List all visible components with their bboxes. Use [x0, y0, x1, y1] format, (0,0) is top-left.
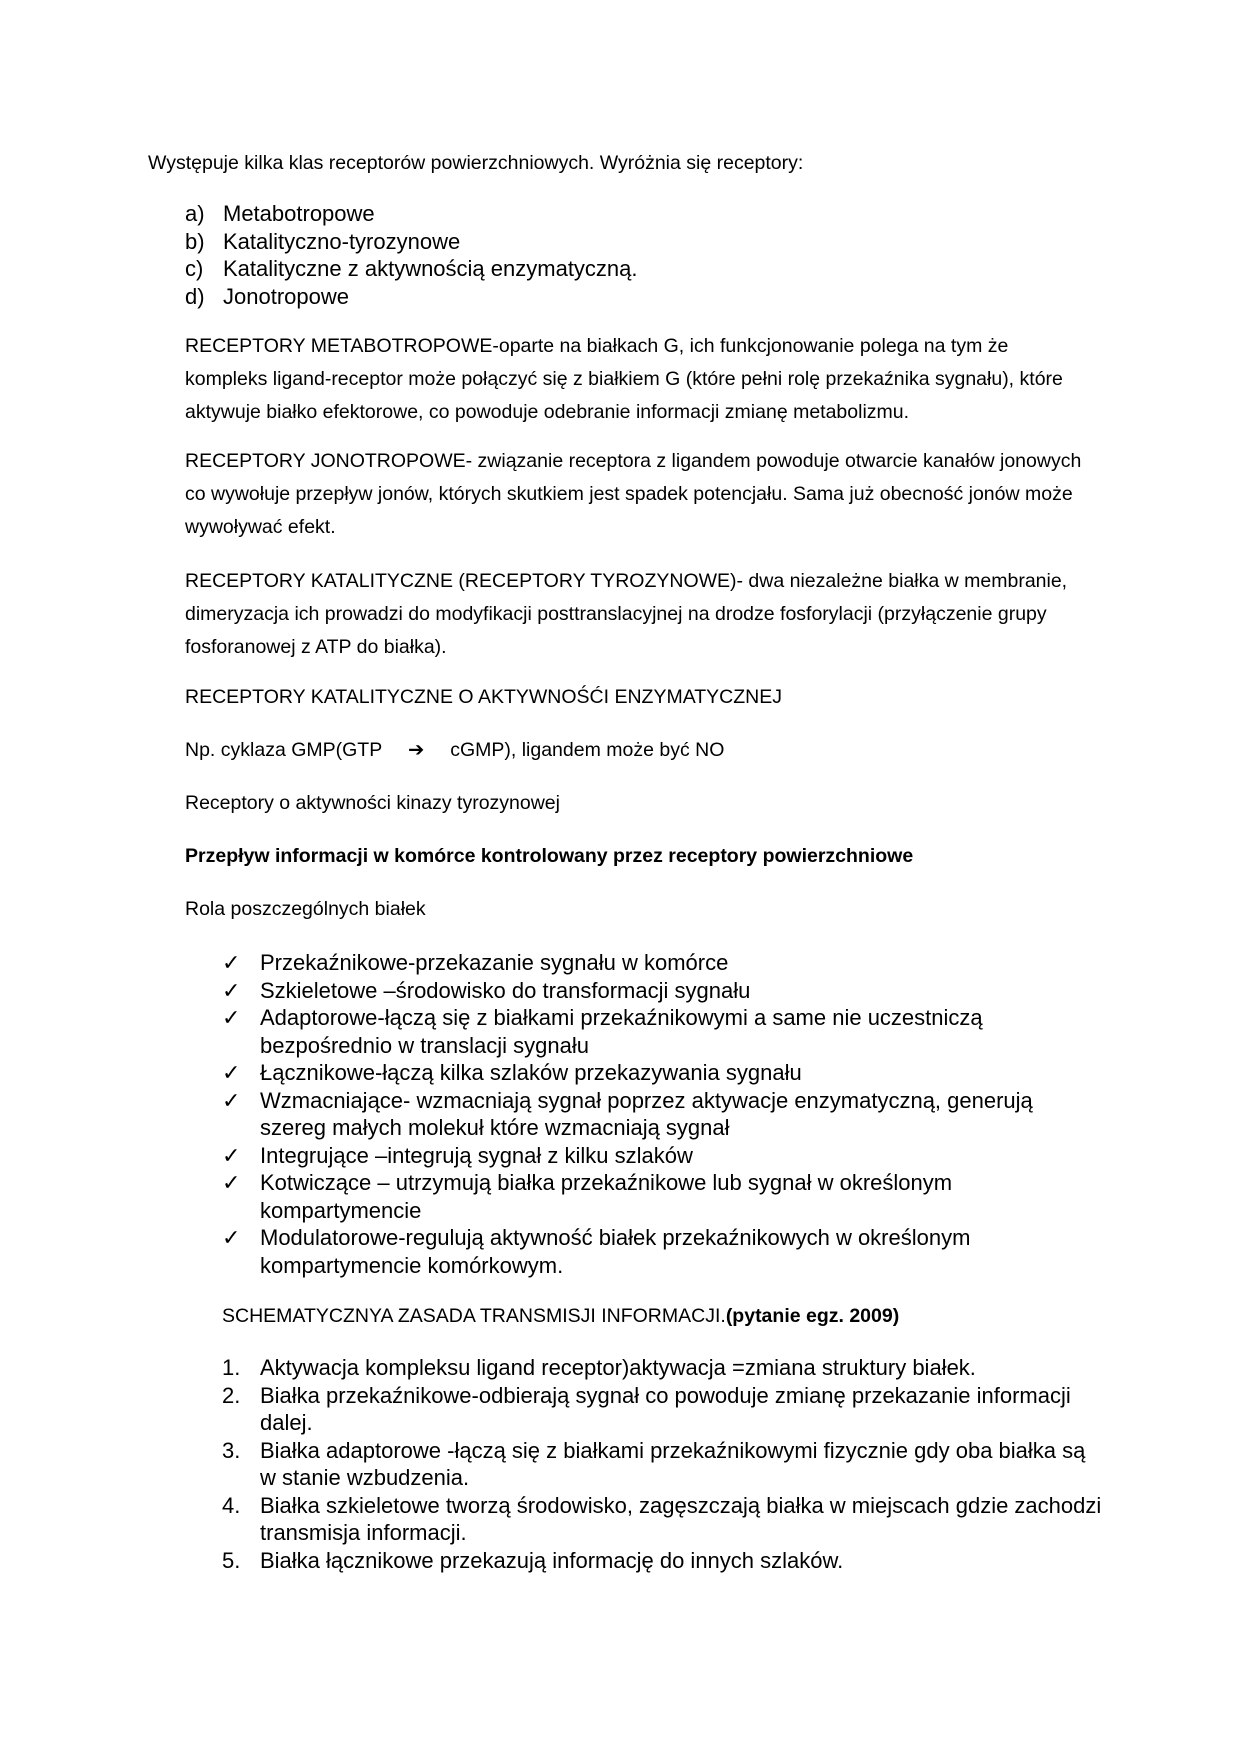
check-icon: ✓	[222, 1060, 241, 1085]
list-text: Białka adaptorowe -łączą się z białkami przekaźnikowymi fizycznie gdy oba białka są w stanie wzbudzenia.	[260, 1437, 1086, 1490]
arrow-right-icon: ➔	[408, 739, 425, 761]
list-item	[222, 1142, 1102, 1170]
check-icon: ✓	[222, 1142, 241, 1168]
list-marker: 2.	[222, 1382, 241, 1408]
list-marker: b)	[185, 228, 205, 254]
list-item	[222, 1547, 1102, 1575]
list-marker: a)	[185, 201, 205, 226]
list-text: Jonotropowe	[223, 283, 349, 309]
list-item	[185, 283, 638, 311]
check-icon: ✓	[222, 1087, 241, 1113]
check-icon: ✓	[222, 1225, 241, 1250]
list-item	[222, 1354, 1102, 1382]
list-item	[222, 1169, 1102, 1224]
list-item	[222, 1087, 1102, 1142]
list-text: Aktywacja kompleksu ligand receptor)aktywacja =zmiana struktury białek.	[260, 1355, 976, 1380]
list-text: Białka szkieletowe tworzą środowisko, zagęszczają białka w miejscach gdzie zachodzi transmisja informacji.	[260, 1492, 1102, 1545]
list-text: Szkieletowe –środowisko do transformacji sygnału	[260, 977, 751, 1003]
schema-note: (pytanie egz. 2009)	[725, 1305, 900, 1327]
list-text: Metabotropowe	[223, 201, 375, 226]
list-text: Katalityczne z aktywnością enzymatyczną.	[223, 256, 638, 281]
example-line	[185, 734, 1085, 767]
list-text: Przekaźnikowe-przekazanie sygnału w komórce	[260, 950, 729, 975]
transmission-steps-list	[222, 1354, 1102, 1574]
list-text: Katalityczno-tyrozynowe	[223, 228, 461, 254]
paragraph-metabotropowe: RECEPTORY METABOTROPOWE-oparte na białkach G, ich funkcjonowanie polega na tym że kompleks ligand-receptor może połączyć się z białkiem G (które pełni rolę przekaźnika sygnału), które aktywuje białko efektorowe, co powoduje odebranie informacji zmianę metabolizmu.	[185, 335, 1063, 423]
list-marker: 5.	[222, 1547, 241, 1573]
check-icon: ✓	[222, 1170, 241, 1195]
list-item	[222, 1224, 1102, 1279]
role-checklist	[222, 949, 1102, 1279]
section-heading: Przepływ informacji w komórce kontrolowany przez receptory powierzchniowe	[185, 845, 914, 867]
list-item	[222, 1492, 1102, 1547]
check-icon: ✓	[222, 950, 241, 975]
list-marker: c)	[185, 256, 204, 281]
schema-heading	[222, 1300, 1102, 1333]
list-text: Adaptorowe-łączą się z białkami przekaźnikowymi a same nie uczestniczą bezpośrednio w translacji sygnału	[260, 1005, 983, 1058]
list-text: Modulatorowe-regulują aktywność białek przekaźnikowych w określonym kompartymencie komórkowym.	[260, 1225, 971, 1278]
list-item	[222, 977, 1102, 1005]
list-text: Wzmacniające- wzmacniają sygnał poprzez aktywacje enzymatyczną, generują szereg małych molekuł które wzmacniają sygnał	[260, 1087, 1033, 1140]
list-marker: 3.	[222, 1437, 241, 1463]
list-marker: 4.	[222, 1492, 241, 1518]
list-text: Białka przekaźnikowe-odbierają sygnał co powoduje zmianę przekazanie informacji dalej.	[260, 1382, 1071, 1435]
list-text: Integrujące –integrują sygnał z kilku szlaków	[260, 1142, 693, 1168]
list-text: Łącznikowe-łączą kilka szlaków przekazywania sygnału	[260, 1060, 802, 1085]
schema-title: SCHEMATYCZNYA ZASADA TRANSMISJI INFORMACJI.	[222, 1305, 726, 1327]
example-left: Np. cyklaza GMP(GTP	[185, 739, 383, 761]
paragraph-enzymatyczne: RECEPTORY KATALITYCZNE O AKTYWNOŚĆI ENZYMATYCZNEJ	[185, 686, 783, 708]
paragraph-rola: Rola poszczególnych białek	[185, 898, 426, 920]
paragraph-katalityczne: RECEPTORY KATALITYCZNE (RECEPTORY TYROZYNOWE)- dwa niezależne białka w membranie, dimeryzacja ich prowadzi do modyfikacji posttranslacyjnej na drodze fosforylacji (przyłączenie grupy fosforanowej z ATP do białka).	[185, 570, 1068, 658]
list-text: Białka łącznikowe przekazują informację do innych szlaków.	[260, 1547, 844, 1573]
check-icon: ✓	[222, 977, 241, 1003]
check-icon: ✓	[222, 1005, 241, 1030]
list-item	[222, 1382, 1102, 1437]
list-item	[185, 228, 638, 256]
list-marker: d)	[185, 283, 205, 309]
paragraph-kinaza: Receptory o aktywności kinazy tyrozynowej	[185, 792, 560, 814]
list-item	[185, 255, 638, 283]
list-text: Kotwiczące – utrzymują białka przekaźnikowe lub sygnał w określonym kompartymencie	[260, 1170, 953, 1223]
paragraph-jonotropowe: RECEPTORY JONOTROPOWE- związanie receptora z ligandem powoduje otwarcie kanałów jonowych co wywołuje przepływ jonów, których skutkiem jest spadek potencjału. Sama już obecność jonów może wywoływać efekt.	[185, 450, 1082, 538]
receptor-type-list	[185, 200, 638, 310]
list-item	[222, 1059, 1102, 1087]
list-item	[222, 1437, 1102, 1492]
list-item	[185, 200, 638, 228]
intro-text: Występuje kilka klas receptorów powierzchniowych. Wyróżnia się receptory:	[148, 152, 804, 174]
list-item	[222, 1004, 1102, 1059]
list-item	[222, 949, 1102, 977]
example-right: cGMP), ligandem może być NO	[450, 739, 725, 761]
list-marker: 1.	[222, 1355, 241, 1380]
